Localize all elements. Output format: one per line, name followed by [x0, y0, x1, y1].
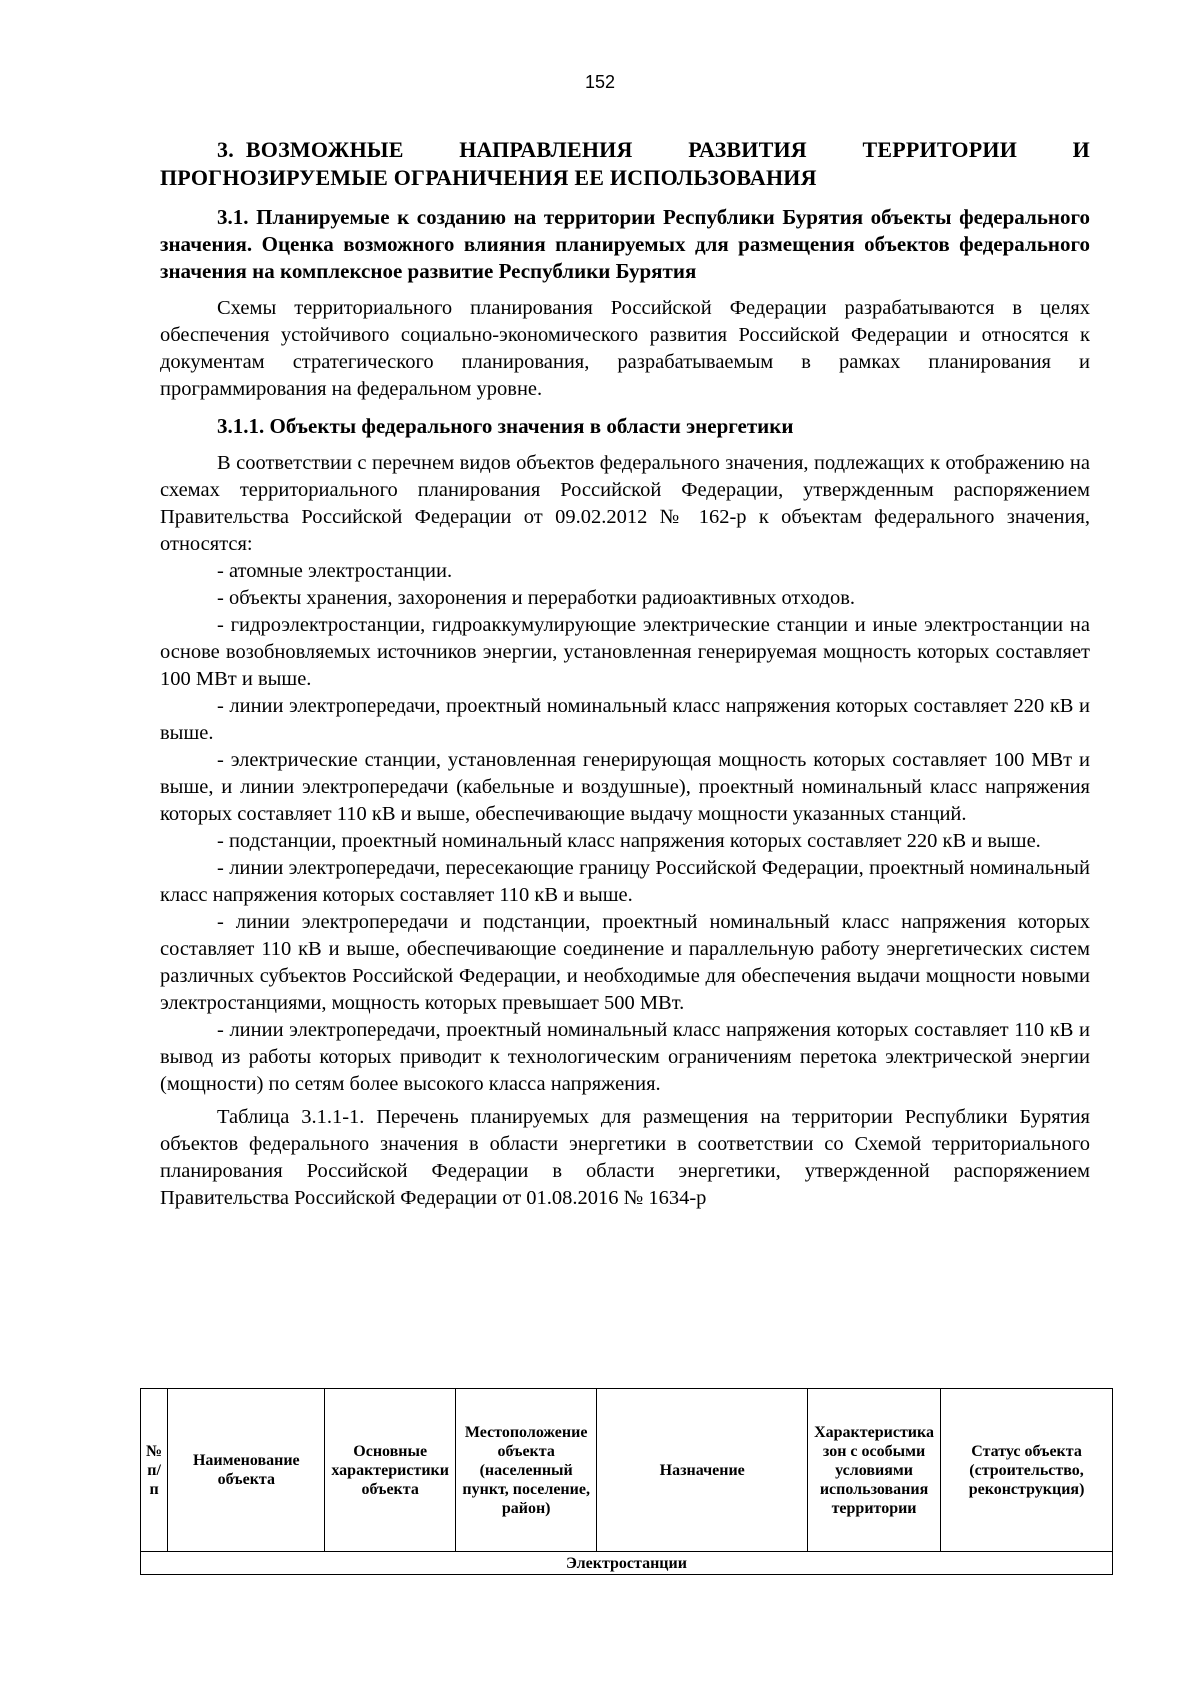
list-item: - линии электропередачи, проектный номинальный класс напряжения которых составляет 110 кВ и вывод из работы которых приводит к технологическим ограничениям перетока электрической энергии (мощности) по сетям более высокого класса напряжения.	[160, 1019, 1090, 1095]
column-header-special-zones: Характеристика зон с особыми условиями использования территории	[808, 1389, 941, 1552]
section-heading: 3.1. Планируемые к созданию на территории Республики Бурятия объекты федерального значения. Оценка возможного влияния планируемых для размещения объектов федерального значения на комплексное развитие Республики Бурятия	[160, 205, 1090, 283]
chapter-number: 3.	[217, 137, 234, 162]
list-item: - атомные электростанции.	[217, 560, 453, 582]
column-header-location: Местоположение объекта (населенный пункт, поселение, район)	[455, 1389, 596, 1552]
document-body	[160, 136, 1090, 1212]
chapter-title: ВОЗМОЖНЫЕ НАПРАВЛЕНИЯ РАЗВИТИЯ ТЕРРИТОРИИ И ПРОГНОЗИРУЕМЫЕ ОГРАНИЧЕНИЯ ЕЕ ИСПОЛЬЗОВАНИЯ	[160, 137, 1090, 190]
column-header-number: № п/п	[141, 1389, 168, 1552]
list-item: - подстанции, проектный номинальный класс напряжения которых составляет 220 кВ и выше.	[217, 830, 1041, 852]
column-header-name: Наименование объекта	[168, 1389, 325, 1552]
list-item: - линии электропередачи, пересекающие границу Российской Федерации, проектный номинальный класс напряжения которых составляет 110 кВ и выше.	[160, 857, 1090, 906]
table-header-row	[141, 1389, 1113, 1552]
table-section-row	[141, 1552, 1113, 1575]
table-caption: Таблица 3.1.1-1. Перечень планируемых для размещения на территории Республики Бурятия объектов федерального значения в области энергетики в соответствии со Схемой территориального планирования Российской Федерации в области энергетики, утвержденной распоряжением Правительства Российской Федерации от 01.08.2016 № 1634-р	[160, 1106, 1090, 1209]
intro-paragraph: Схемы территориального планирования Российской Федерации разрабатываются в целях обеспечения устойчивого социально-экономического развития Российской Федерации и относятся к документам стратегического планирования, разрабатываемым в рамках планирования и программирования на федеральном уровне.	[160, 297, 1090, 400]
chapter-heading	[160, 136, 1090, 192]
list-item: - линии электропередачи и подстанции, проектный номинальный класс напряжения которых составляет 110 кВ и выше, обеспечивающие соединение и параллельную работу энергетических систем различных субъектов Российской Федерации, и необходимые для обеспечения выдачи мощности новыми электростанциями, мощность которых превышает 500 МВт.	[160, 911, 1090, 1014]
federal-objects-list	[160, 558, 1090, 1098]
lead-paragraph: В соответствии с перечнем видов объектов федерального значения, подлежащих к отображению на схемах территориального планирования Российской Федерации, утвержденным распоряжением Правительства Российской Федерации от 09.02.2012 № 162-р к объектам федерального значения, относятся:	[160, 452, 1090, 555]
column-header-purpose: Назначение	[597, 1389, 808, 1552]
list-item: - линии электропередачи, проектный номинальный класс напряжения которых составляет 220 кВ и выше.	[160, 695, 1090, 744]
column-header-status: Статус объекта (строительство, реконструкция)	[941, 1389, 1113, 1552]
section-row-label: Электростанции	[141, 1552, 1113, 1575]
list-item: - объекты хранения, захоронения и переработки радиоактивных отходов.	[217, 587, 855, 609]
subsection-heading: 3.1.1. Объекты федерального значения в области энергетики	[217, 414, 794, 438]
column-header-characteristics: Основные характеристики объекта	[325, 1389, 456, 1552]
energy-objects-table	[140, 1388, 1113, 1575]
list-item: - электрические станции, установленная генерирующая мощность которых составляет 100 МВт и выше, и линии электропередачи (кабельные и воздушные), проектный номинальный класс напряжения которых составляет 110 кВ и выше, обеспечивающие выдачу мощности указанных станций.	[160, 749, 1090, 825]
page-number: 152	[584, 72, 616, 92]
list-item: - гидроэлектростанции, гидроаккумулирующие электрические станции и иные электростанции на основе возобновляемых источников энергии, установленная генерируемая мощность которых составляет 100 МВт и выше.	[160, 614, 1090, 690]
